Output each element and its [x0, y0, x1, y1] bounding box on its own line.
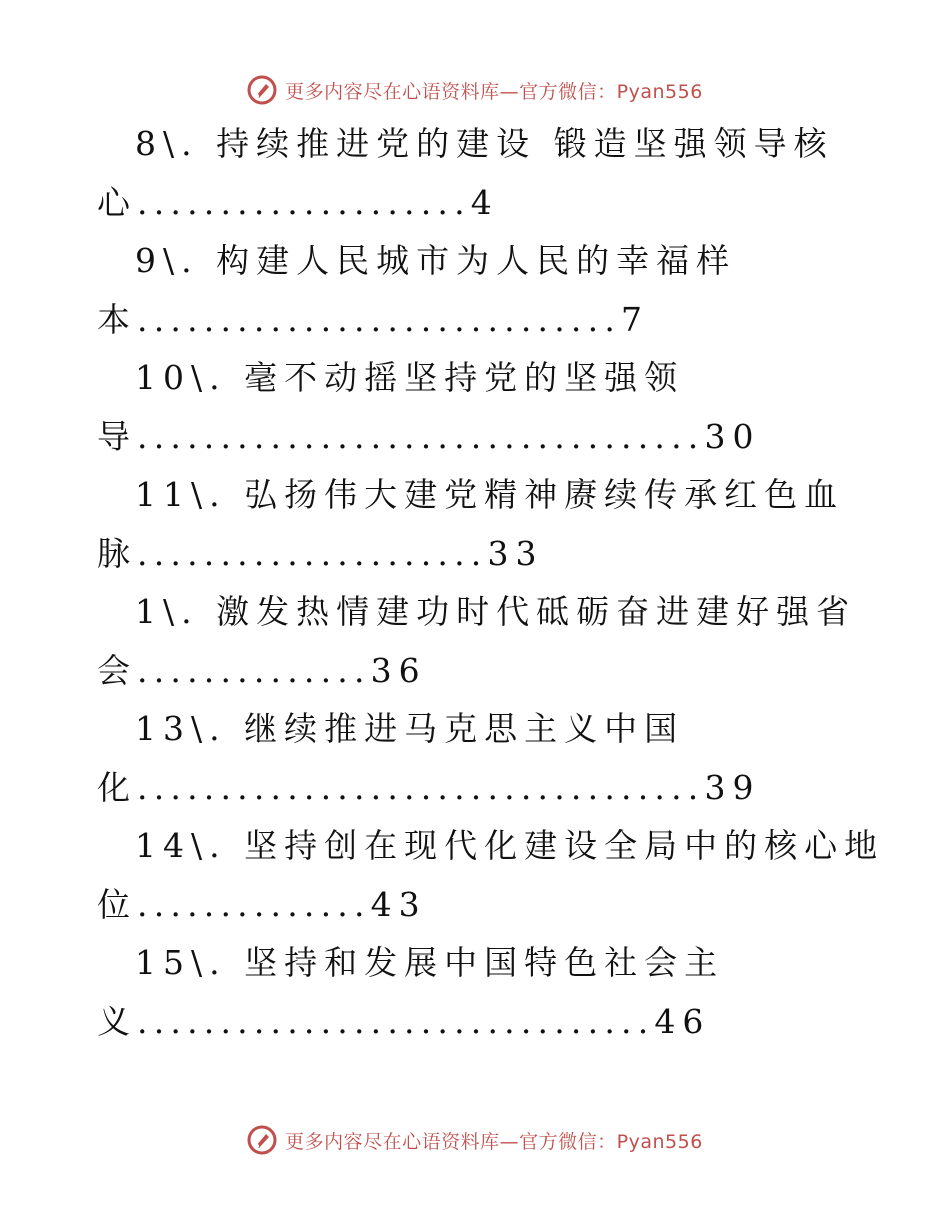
toc-entry-tail: [97, 883, 427, 927]
toc-dots: ..............: [137, 651, 371, 690]
toc-dots: ....................: [137, 183, 471, 222]
toc-tail-char: 脉: [97, 534, 137, 573]
toc-page-number: 4: [470, 183, 499, 222]
toc-tail-char: 化: [97, 768, 137, 807]
toc-tail-char: 导: [97, 417, 137, 456]
toc-page-number: 7: [621, 300, 650, 339]
toc-entry-tail: [97, 766, 760, 810]
toc-entry-tail: [97, 532, 544, 576]
toc-dots: ..................................: [137, 417, 705, 456]
toc-entry-tail: [97, 181, 499, 225]
toc-tail-char: 会: [97, 651, 137, 690]
toc-dots: ..............: [137, 885, 371, 924]
toc-tail-char: 位: [97, 885, 137, 924]
toc-dots: ..................................: [137, 768, 705, 807]
pen-logo-icon: [247, 75, 277, 105]
toc-entry-title: 15\. 坚持和发展中国特色社会主: [135, 943, 725, 982]
banner-text: 更多内容尽在心语资料库—官方微信：Pyan556: [285, 1130, 703, 1153]
toc-entry-title: 10\. 毫不动摇坚持党的坚强领: [135, 358, 685, 397]
toc-page-number: 39: [704, 768, 761, 807]
toc-page-number: 46: [654, 1002, 711, 1041]
toc-page-number: 30: [704, 417, 761, 456]
toc-entry-title: 8\. 持续推进党的建设 锻造坚强领导核: [135, 124, 834, 163]
toc-entry-title: 9\. 构建人民城市为人民的幸福样: [135, 241, 737, 280]
toc-dots: ...............................: [137, 1002, 655, 1041]
toc-entry-tail: [97, 1000, 710, 1044]
toc-page-number: 43: [370, 885, 427, 924]
pen-logo-icon: [247, 1125, 277, 1155]
footer-banner: [0, 1120, 950, 1160]
toc-entry-tail: [97, 649, 427, 693]
toc-page-number: 36: [370, 651, 427, 690]
toc-page-number: 33: [487, 534, 544, 573]
toc-entry-title: 1\. 激发热情建功时代砥砺奋进建好强省: [135, 592, 857, 631]
toc-entry-title: 11\. 弘扬伟大建党精神赓续传承红色血: [135, 475, 845, 514]
banner-text: 更多内容尽在心语资料库—官方微信：Pyan556: [285, 80, 703, 103]
toc-entry-title: 14\. 坚持创在现代化建设全局中的核心地: [135, 826, 885, 865]
toc-entry-tail: [97, 298, 649, 342]
toc-tail-char: 本: [97, 300, 137, 339]
toc-dots: .............................: [137, 300, 622, 339]
toc-dots: .....................: [137, 534, 488, 573]
toc-tail-char: 义: [97, 1002, 137, 1041]
toc-tail-char: 心: [97, 183, 137, 222]
toc-entry-tail: [97, 415, 760, 459]
header-banner: [0, 70, 950, 110]
toc-entry-title: 13\. 继续推进马克思主义中国: [135, 709, 685, 748]
